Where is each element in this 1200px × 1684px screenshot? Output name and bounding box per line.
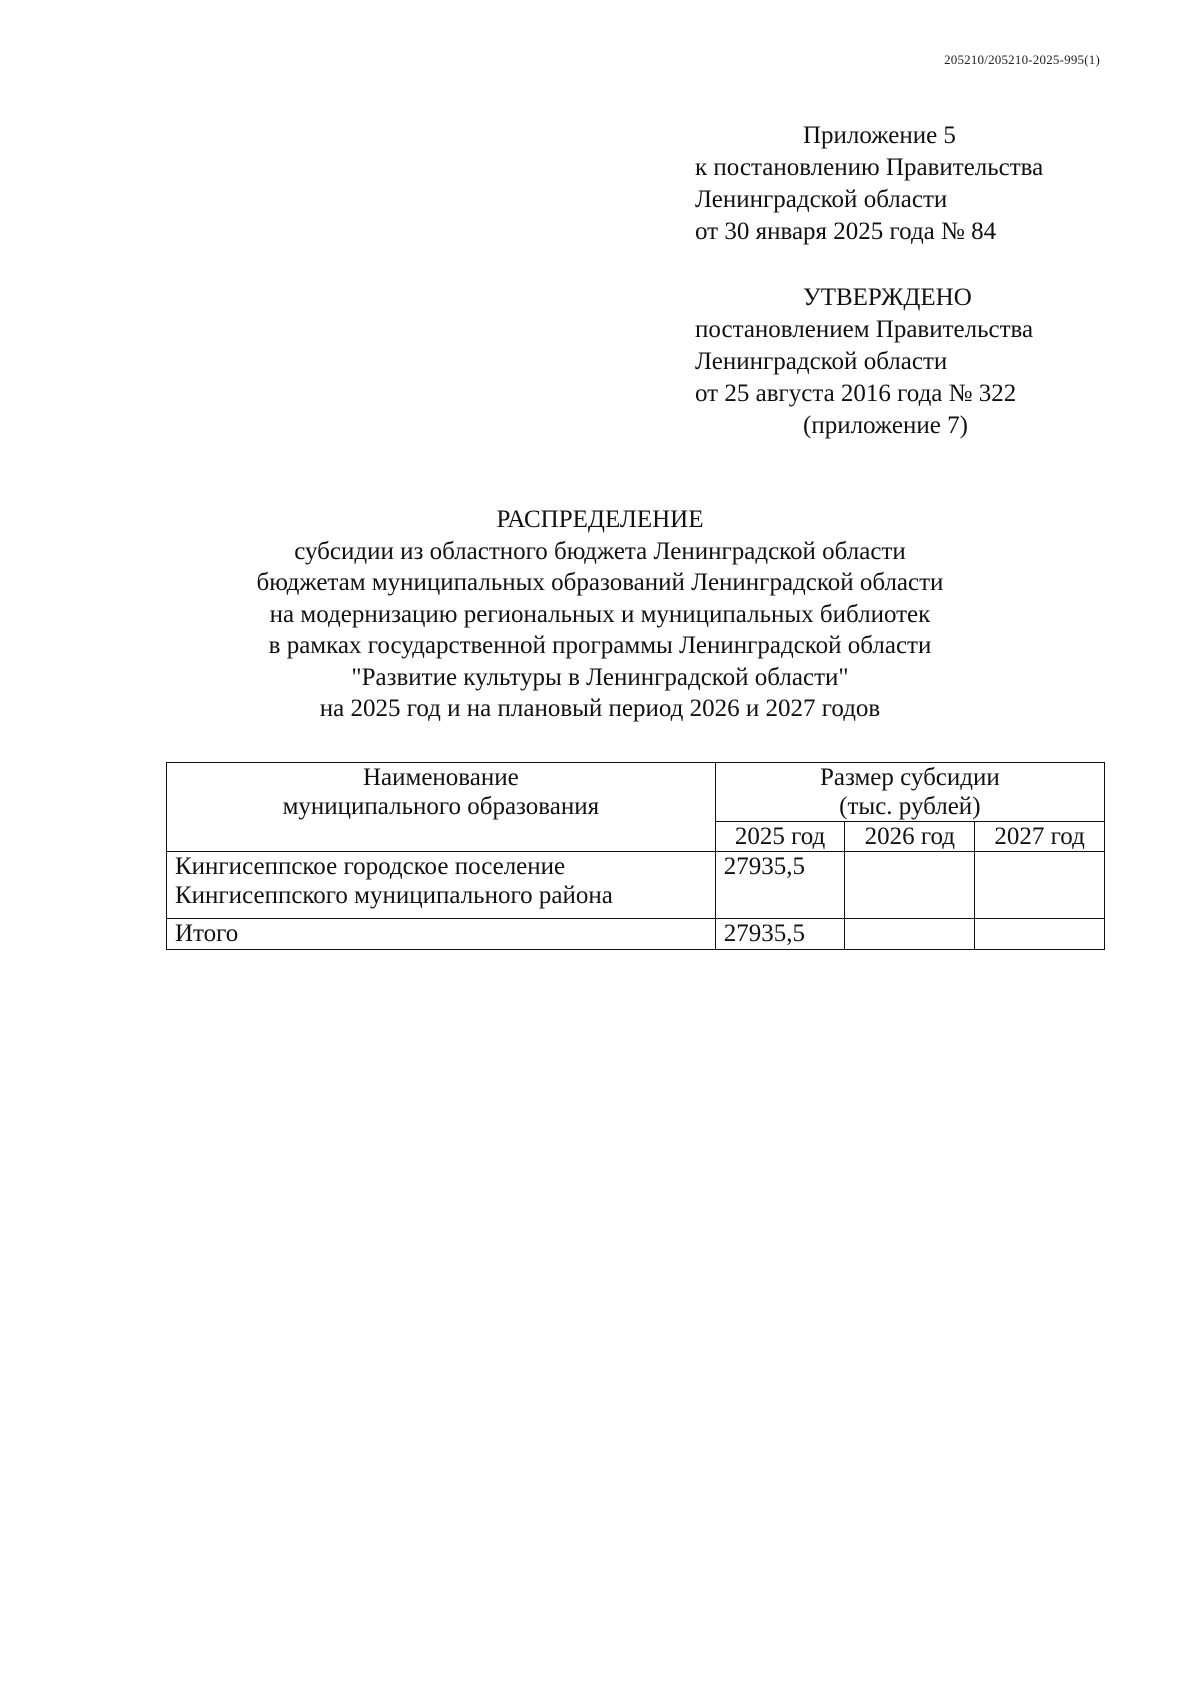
- column-header-size-line2: (тыс. рублей): [839, 793, 981, 820]
- appendix-block: [695, 120, 1115, 248]
- table-row: [167, 852, 1105, 919]
- total-value-2026: [845, 919, 975, 950]
- appendix-number: Приложение 5: [803, 122, 956, 149]
- total-label: Итого: [167, 919, 716, 950]
- approved-appendix-note: (приложение 7): [803, 412, 968, 439]
- approved-date-line: от 25 августа 2016 года № 322: [695, 380, 1017, 407]
- heading-line-4: в рамках государственной программы Ленинградской области: [268, 632, 932, 659]
- document-id: 205210/205210-2025-995(1): [944, 52, 1100, 67]
- heading-line-2: бюджетам муниципальных образований Ленинградской области: [256, 569, 944, 596]
- appendix-ref-line: к постановлению Правительства: [695, 154, 1044, 181]
- approved-title: УТВЕРЖДЕНО: [803, 284, 972, 311]
- subsidy-table: [166, 762, 1105, 950]
- row-name-line1: Кингисеппское городское поселение: [175, 853, 566, 880]
- approved-block: [695, 282, 1115, 442]
- column-header-2026: 2026 год: [845, 822, 975, 852]
- document-heading: [150, 504, 1050, 725]
- column-header-2027: 2027 год: [975, 822, 1105, 852]
- total-value-2025: 27935,5: [715, 919, 845, 950]
- appendix-region-line: Ленинградской области: [695, 186, 948, 213]
- table-header-row: [167, 763, 1105, 822]
- column-header-size: [715, 763, 1104, 822]
- heading-line-6: на 2025 год и на плановый период 2026 и 2027 годов: [319, 695, 881, 722]
- heading-title: РАСПРЕДЕЛЕНИЕ: [496, 506, 704, 533]
- row-value-2025: 27935,5: [715, 852, 845, 919]
- column-header-2025: 2025 год: [715, 822, 845, 852]
- appendix-date-line: от 30 января 2025 года № 84: [695, 218, 997, 245]
- row-value-2026: [845, 852, 975, 919]
- approved-region-line: Ленинградской области: [695, 348, 948, 375]
- approved-ref-line: постановлением Правительства: [695, 316, 1034, 343]
- column-header-name-line1: Наименование: [362, 764, 519, 791]
- heading-line-3: на модернизацию региональных и муниципальных библиотек: [269, 600, 931, 628]
- heading-line-1: субсидии из областного бюджета Ленинградской области: [294, 537, 906, 565]
- column-header-name: [167, 763, 716, 852]
- row-municipality-name: [167, 852, 716, 919]
- row-name-line2: Кингисеппского муниципального района: [175, 882, 613, 909]
- row-value-2027: [975, 852, 1105, 919]
- column-header-name-line2: муниципального образования: [282, 793, 600, 820]
- column-header-size-line1: Размер субсидии: [819, 764, 1000, 791]
- total-value-2027: [975, 919, 1105, 950]
- heading-line-5: "Развитие культуры в Ленинградской области": [351, 663, 849, 691]
- table-total-row: [167, 919, 1105, 950]
